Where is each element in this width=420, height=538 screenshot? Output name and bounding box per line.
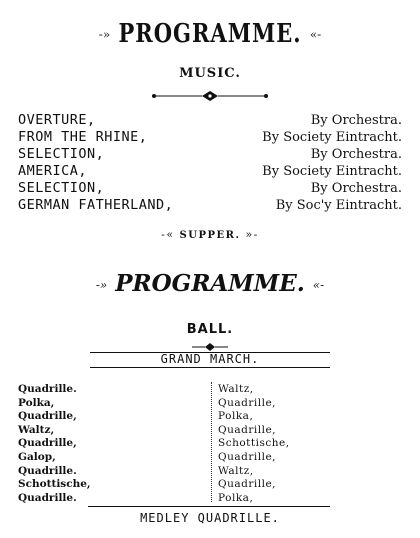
music-heading: MUSIC. (179, 66, 241, 81)
dance-item: Quadrille. (18, 491, 77, 504)
music-performer: By Society Eintracht. (262, 130, 402, 145)
dance-item: Waltz, (18, 423, 55, 436)
supper-heading (0, 228, 420, 241)
music-piece: SELECTION, (18, 180, 105, 196)
medley-quadrille: MEDLEY QUADRILLE. (140, 511, 280, 525)
music-item (18, 197, 402, 214)
music-performer: By Society Eintracht. (262, 164, 402, 179)
dance-item: Quadrille, (18, 437, 77, 450)
dance-item: Quadrille, (218, 396, 276, 409)
dance-item: Quadrille. (18, 383, 77, 395)
dance-item: Polka, (218, 491, 254, 504)
dance-item: Schottische, (18, 478, 91, 491)
dance-item: Polka, (18, 396, 55, 409)
dance-item: Quadrille. (18, 464, 77, 477)
ball-title-ornament-left: -» (95, 278, 108, 292)
music-piece: SELECTION, (18, 146, 105, 162)
dance-item: Galop, (18, 450, 56, 463)
music-piece: OVERTURE, (18, 112, 96, 128)
music-performer: By Orchestra. (310, 113, 402, 128)
ball-title-ornament-right: «- (312, 278, 325, 292)
column-divider (211, 382, 212, 502)
music-piece: AMERICA, (18, 163, 88, 179)
supper-text: SUPPER. (179, 230, 241, 241)
ball-heading: BALL. (186, 322, 234, 337)
title-ornament-left: -» (98, 27, 111, 42)
music-list (18, 112, 402, 214)
dance-item: Schottische, (218, 437, 290, 450)
music-item (18, 163, 402, 180)
dance-item: Waltz, (218, 383, 254, 395)
music-item (18, 146, 402, 163)
programme-title (0, 16, 420, 49)
medley-top-rule (88, 506, 330, 507)
music-piece: GERMAN FATHERLAND, (18, 197, 174, 213)
ball-programme-title (0, 270, 420, 297)
music-item (18, 129, 402, 146)
dance-item: Polka, (218, 410, 254, 423)
programme-title-text: PROGRAMME. (118, 16, 302, 49)
dance-item: Waltz, (218, 464, 254, 477)
ball-programme-title-text: PROGRAMME. (115, 270, 305, 297)
music-performer: By Orchestra. (310, 147, 402, 162)
title-ornament-right: «- (309, 27, 322, 42)
music-performer: By Orchestra. (310, 181, 402, 196)
grand-march: GRAND MARCH. (90, 352, 330, 368)
dance-item: Quadrille, (218, 450, 276, 463)
dance-item: Quadrille, (18, 410, 77, 423)
supper-ornament-left: -« (161, 228, 175, 241)
dance-list-left (18, 383, 91, 505)
supper-ornament-right: »- (245, 228, 259, 241)
music-item (18, 180, 402, 197)
ball-divider-ornament (190, 342, 230, 352)
music-piece: FROM THE RHINE, (18, 129, 148, 145)
music-divider-ornament (150, 90, 270, 102)
music-performer: By Soc'y Eintracht. (275, 198, 402, 213)
dance-list-right (218, 383, 290, 505)
dance-item: Quadrille, (218, 478, 276, 491)
dance-item: Quadrille, (218, 423, 276, 436)
music-item (18, 112, 402, 129)
